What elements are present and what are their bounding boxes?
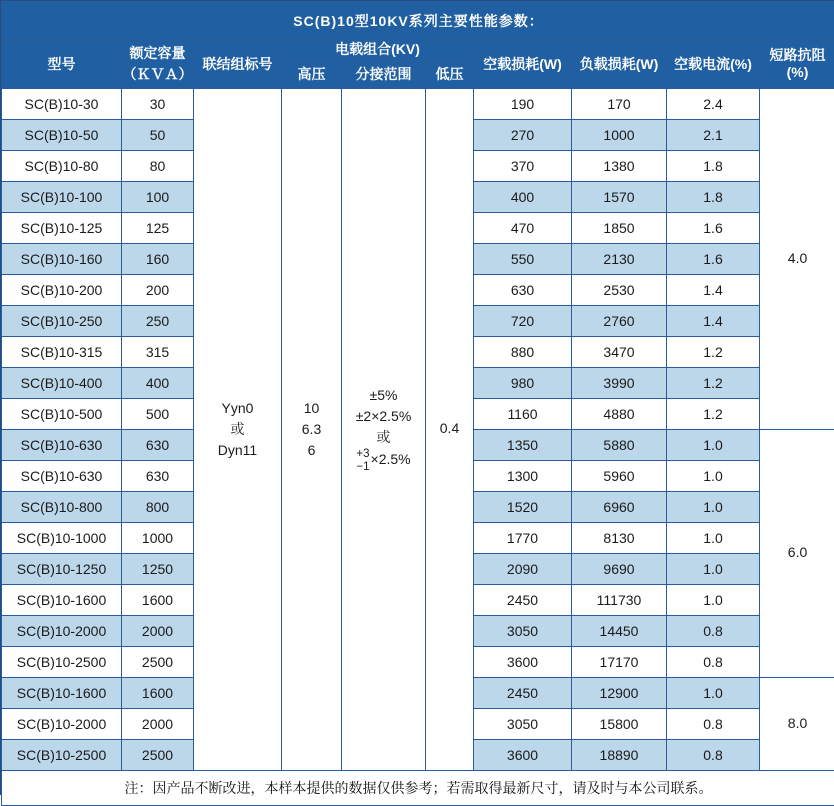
- tapping-frac-top: +3: [356, 448, 369, 460]
- cell-load-loss: 5960: [572, 460, 667, 491]
- cell-model: SC(B)10-1250: [2, 553, 122, 584]
- cell-capacity: 50: [122, 119, 194, 150]
- connection-line2: 或: [194, 419, 281, 440]
- cell-model: SC(B)10-160: [2, 243, 122, 274]
- cell-load-loss: 111730: [572, 584, 667, 615]
- header-capacity-line1: 额定容量: [122, 43, 193, 64]
- cell-no-load-loss: 720: [474, 305, 572, 336]
- cell-no-load-loss: 1350: [474, 429, 572, 460]
- cell-no-load-current: 2.1: [667, 119, 760, 150]
- cell-load-loss: 3470: [572, 336, 667, 367]
- cell-capacity: 250: [122, 305, 194, 336]
- cell-no-load-loss: 1300: [474, 460, 572, 491]
- spec-table: [1, 1, 834, 806]
- tapping-line2: ±2×2.5%: [342, 406, 425, 427]
- cell-no-load-current: 0.8: [667, 615, 760, 646]
- cell-no-load-current: 1.0: [667, 491, 760, 522]
- cell-model: SC(B)10-630: [2, 460, 122, 491]
- cell-hv-group: [282, 88, 342, 770]
- cell-model: SC(B)10-2500: [2, 739, 122, 770]
- cell-load-loss: 2760: [572, 305, 667, 336]
- cell-no-load-loss: 3600: [474, 646, 572, 677]
- header-impedance: 短路抗阻(%): [760, 41, 834, 89]
- cell-load-loss: 1570: [572, 181, 667, 212]
- cell-model: SC(B)10-1000: [2, 522, 122, 553]
- cell-model: SC(B)10-1600: [2, 677, 122, 708]
- table-row: [2, 88, 834, 119]
- cell-model: SC(B)10-2500: [2, 646, 122, 677]
- cell-load-loss: 1000: [572, 119, 667, 150]
- cell-connection-group: [194, 88, 282, 770]
- header-capacity: [122, 41, 194, 89]
- cell-no-load-loss: 1520: [474, 491, 572, 522]
- cell-load-loss: 9690: [572, 553, 667, 584]
- header-lv: 低压: [426, 59, 474, 88]
- cell-no-load-current: 1.0: [667, 553, 760, 584]
- cell-capacity: 1250: [122, 553, 194, 584]
- cell-no-load-loss: 1160: [474, 398, 572, 429]
- cell-no-load-current: 1.8: [667, 181, 760, 212]
- cell-no-load-loss: 3600: [474, 739, 572, 770]
- cell-no-load-current: 1.0: [667, 584, 760, 615]
- cell-load-loss: 17170: [572, 646, 667, 677]
- cell-no-load-loss: 2450: [474, 677, 572, 708]
- cell-load-loss: 4880: [572, 398, 667, 429]
- header-hv: 高压: [282, 59, 342, 88]
- cell-no-load-loss: 880: [474, 336, 572, 367]
- cell-impedance-group: 6.0: [760, 429, 834, 677]
- cell-capacity: 30: [122, 88, 194, 119]
- cell-capacity: 630: [122, 429, 194, 460]
- cell-model: SC(B)10-30: [2, 88, 122, 119]
- cell-model: SC(B)10-125: [2, 212, 122, 243]
- cell-capacity: 80: [122, 150, 194, 181]
- cell-capacity: 100: [122, 181, 194, 212]
- cell-model: SC(B)10-500: [2, 398, 122, 429]
- cell-load-loss: 14450: [572, 615, 667, 646]
- cell-capacity: 630: [122, 460, 194, 491]
- cell-no-load-current: 1.2: [667, 398, 760, 429]
- cell-load-loss: 15800: [572, 708, 667, 739]
- tapping-line1: ±5%: [342, 385, 425, 406]
- header-no-load-loss: 空载损耗(W): [474, 41, 572, 89]
- cell-no-load-current: 1.0: [667, 429, 760, 460]
- cell-load-loss: 2530: [572, 274, 667, 305]
- tapping-frac-tail: ×2.5%: [371, 451, 411, 467]
- hv-line3: 6: [282, 440, 341, 461]
- cell-no-load-loss: 3050: [474, 615, 572, 646]
- cell-no-load-current: 0.8: [667, 646, 760, 677]
- cell-load-loss: 2130: [572, 243, 667, 274]
- cell-lv-group: 0.4: [426, 88, 474, 770]
- cell-capacity: 160: [122, 243, 194, 274]
- tapping-line4: [342, 448, 425, 472]
- cell-capacity: 800: [122, 491, 194, 522]
- tapping-line3: 或: [342, 427, 425, 448]
- cell-load-loss: 8130: [572, 522, 667, 553]
- cell-capacity: 1600: [122, 584, 194, 615]
- cell-tapping-group: [342, 88, 426, 770]
- hv-line1: 10: [282, 398, 341, 419]
- cell-model: SC(B)10-100: [2, 181, 122, 212]
- cell-impedance-group: 8.0: [760, 677, 834, 770]
- cell-no-load-current: 1.4: [667, 305, 760, 336]
- cell-no-load-loss: 550: [474, 243, 572, 274]
- cell-model: SC(B)10-400: [2, 367, 122, 398]
- cell-capacity: 200: [122, 274, 194, 305]
- cell-no-load-loss: 2450: [474, 584, 572, 615]
- cell-capacity: 1600: [122, 677, 194, 708]
- table-note: 注：因产品不断改进，本样本提供的数据仅供参考；若需取得最新尺寸，请及时与本公司联系。: [2, 770, 834, 805]
- cell-no-load-current: 0.8: [667, 739, 760, 770]
- header-model: 型号: [2, 41, 122, 89]
- cell-no-load-loss: 3050: [474, 708, 572, 739]
- cell-capacity: 315: [122, 336, 194, 367]
- cell-no-load-loss: 270: [474, 119, 572, 150]
- cell-capacity: 2500: [122, 739, 194, 770]
- header-voltage-group: 电载组合(KV): [282, 41, 474, 60]
- cell-no-load-current: 1.6: [667, 212, 760, 243]
- cell-no-load-current: 1.0: [667, 677, 760, 708]
- cell-load-loss: 5880: [572, 429, 667, 460]
- cell-load-loss: 12900: [572, 677, 667, 708]
- cell-model: SC(B)10-315: [2, 336, 122, 367]
- header-row-1: [2, 41, 834, 60]
- cell-no-load-loss: 190: [474, 88, 572, 119]
- cell-capacity: 2000: [122, 615, 194, 646]
- hv-line2: 6.3: [282, 419, 341, 440]
- header-no-load-current: 空载电流(%): [667, 41, 760, 89]
- cell-no-load-current: 1.0: [667, 460, 760, 491]
- header-connection: 联结组标号: [194, 41, 282, 89]
- cell-no-load-loss: 1770: [474, 522, 572, 553]
- cell-model: SC(B)10-50: [2, 119, 122, 150]
- cell-load-loss: 6960: [572, 491, 667, 522]
- cell-load-loss: 1380: [572, 150, 667, 181]
- header-load-loss: 负载损耗(W): [572, 41, 667, 89]
- cell-no-load-current: 0.8: [667, 708, 760, 739]
- cell-impedance-group: 4.0: [760, 88, 834, 429]
- cell-no-load-current: 1.8: [667, 150, 760, 181]
- cell-model: SC(B)10-80: [2, 150, 122, 181]
- connection-line1: Yyn0: [194, 398, 281, 419]
- cell-no-load-loss: 2090: [474, 553, 572, 584]
- cell-load-loss: 18890: [572, 739, 667, 770]
- cell-no-load-current: 2.4: [667, 88, 760, 119]
- cell-no-load-current: 1.6: [667, 243, 760, 274]
- cell-no-load-loss: 400: [474, 181, 572, 212]
- cell-capacity: 125: [122, 212, 194, 243]
- cell-no-load-loss: 470: [474, 212, 572, 243]
- cell-no-load-current: 1.4: [667, 274, 760, 305]
- page-title: SC(B)10型10KV系列主要性能参数：: [2, 2, 834, 41]
- cell-capacity: 500: [122, 398, 194, 429]
- header-tapping: 分接范围: [342, 59, 426, 88]
- cell-no-load-loss: 370: [474, 150, 572, 181]
- cell-model: SC(B)10-1600: [2, 584, 122, 615]
- connection-line3: Dyn11: [194, 440, 281, 461]
- cell-no-load-loss: 630: [474, 274, 572, 305]
- cell-model: SC(B)10-250: [2, 305, 122, 336]
- cell-capacity: 2500: [122, 646, 194, 677]
- cell-capacity: 2000: [122, 708, 194, 739]
- cell-model: SC(B)10-200: [2, 274, 122, 305]
- cell-load-loss: 1850: [572, 212, 667, 243]
- cell-no-load-current: 1.2: [667, 367, 760, 398]
- cell-model: SC(B)10-800: [2, 491, 122, 522]
- cell-model: SC(B)10-2000: [2, 708, 122, 739]
- tapping-fraction: [356, 448, 369, 472]
- cell-load-loss: 3990: [572, 367, 667, 398]
- cell-model: SC(B)10-2000: [2, 615, 122, 646]
- cell-capacity: 1000: [122, 522, 194, 553]
- cell-no-load-loss: 980: [474, 367, 572, 398]
- title-row: [2, 2, 834, 41]
- cell-capacity: 400: [122, 367, 194, 398]
- note-row: [2, 770, 834, 805]
- header-capacity-line2: （ＫＶＡ）: [122, 64, 193, 85]
- cell-load-loss: 170: [572, 88, 667, 119]
- cell-no-load-current: 1.2: [667, 336, 760, 367]
- tapping-frac-bottom: −1: [356, 461, 369, 473]
- cell-no-load-current: 1.0: [667, 522, 760, 553]
- cell-model: SC(B)10-630: [2, 429, 122, 460]
